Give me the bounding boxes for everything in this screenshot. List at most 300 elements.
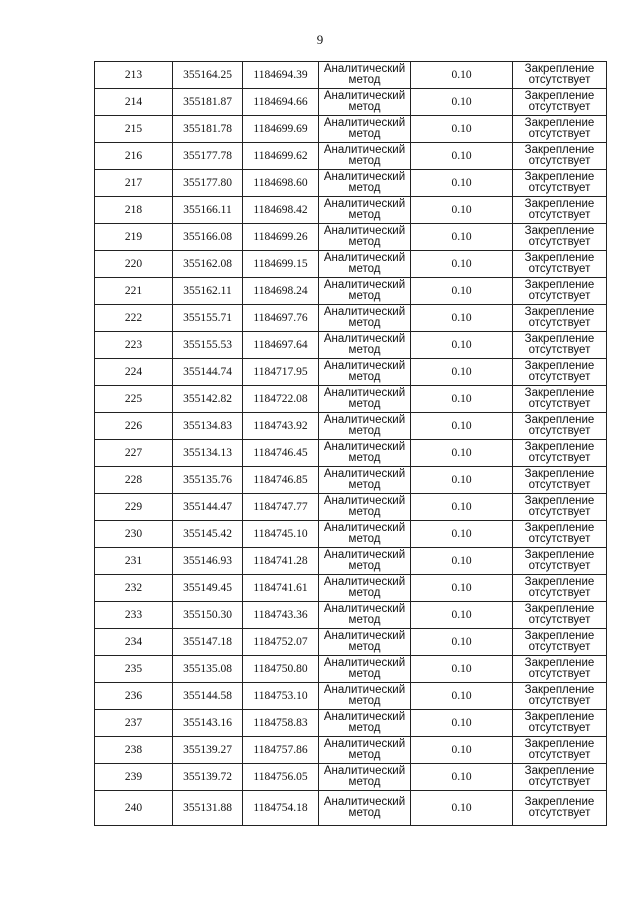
fixing-cell: [513, 359, 607, 386]
table-row: [95, 548, 607, 575]
point-number-cell: [95, 764, 173, 791]
y-coordinate-cell: [243, 116, 319, 143]
fixing-line-2: отсутствует: [528, 668, 591, 680]
method-line-1: Аналитический: [323, 764, 406, 777]
y-coordinate-cell: [243, 683, 319, 710]
fixing-line-1: Закрепление: [524, 305, 595, 318]
accuracy-value: 0.10: [451, 770, 472, 783]
table-row: [95, 467, 607, 494]
fixing-line-1: Закрепление: [524, 440, 595, 453]
method-line-1: Аналитический: [323, 602, 406, 615]
fixing-line-1: Закрепление: [524, 656, 595, 669]
point-number: 217: [124, 176, 143, 189]
point-number: 222: [124, 311, 143, 324]
accuracy-cell: [411, 602, 513, 629]
x-coordinate: 355131.88: [183, 801, 232, 814]
method-cell: [319, 521, 411, 548]
point-number-cell: [95, 197, 173, 224]
accuracy-value: 0.10: [451, 230, 472, 243]
method-line-1: Аналитический: [323, 197, 406, 210]
accuracy-cell: [411, 683, 513, 710]
table-row: [95, 89, 607, 116]
accuracy-cell: [411, 656, 513, 683]
y-coordinate: 1184743.36: [253, 608, 308, 621]
x-coordinate: 355149.45: [183, 581, 232, 594]
point-number: 237: [124, 716, 143, 729]
accuracy-value: 0.10: [451, 203, 472, 216]
fixing-line-2: отсутствует: [528, 182, 591, 194]
method-line-1: Аналитический: [323, 278, 406, 291]
fixing-line-1: Закрепление: [524, 359, 595, 372]
point-number: 235: [124, 662, 143, 675]
y-coordinate: 1184753.10: [253, 689, 308, 702]
method-line-1: Аналитический: [323, 548, 406, 561]
point-number-cell: [95, 278, 173, 305]
x-coordinate: 355164.25: [183, 68, 232, 81]
accuracy-cell: [411, 170, 513, 197]
method-line-2: метод: [348, 101, 381, 113]
table-row: [95, 710, 607, 737]
x-coordinate: 355150.30: [183, 608, 232, 621]
method-cell: [319, 143, 411, 170]
fixing-line-2: отсутствует: [528, 641, 591, 653]
accuracy-cell: [411, 413, 513, 440]
fixing-cell: [513, 548, 607, 575]
fixing-cell: [513, 89, 607, 116]
fixing-cell: [513, 386, 607, 413]
fixing-line-2: отсутствует: [528, 290, 591, 302]
x-coordinate: 355181.87: [183, 95, 232, 108]
point-number: 239: [124, 770, 143, 783]
accuracy-cell: [411, 62, 513, 89]
accuracy-cell: [411, 791, 513, 826]
fixing-line-2: отсутствует: [528, 506, 591, 518]
fixing-cell: [513, 737, 607, 764]
fixing-line-2: отсутствует: [528, 263, 591, 275]
fixing-line-2: отсутствует: [528, 452, 591, 464]
x-coordinate-cell: [173, 62, 243, 89]
fixing-cell: [513, 494, 607, 521]
method-line-2: метод: [348, 506, 381, 518]
method-cell: [319, 278, 411, 305]
x-coordinate: 355134.83: [183, 419, 232, 432]
fixing-line-2: отсутствует: [528, 74, 591, 86]
y-coordinate-cell: [243, 359, 319, 386]
point-number: 224: [124, 365, 143, 378]
accuracy-value: 0.10: [451, 743, 472, 756]
point-number: 228: [124, 473, 143, 486]
fixing-cell: [513, 305, 607, 332]
method-line-2: метод: [348, 479, 381, 491]
y-coordinate-cell: [243, 764, 319, 791]
fixing-line-2: отсутствует: [528, 236, 591, 248]
fixing-line-2: отсутствует: [528, 425, 591, 437]
point-number: 225: [124, 392, 143, 405]
accuracy-cell: [411, 359, 513, 386]
coordinates-table: [94, 61, 607, 826]
x-coordinate-cell: [173, 575, 243, 602]
y-coordinate-cell: [243, 224, 319, 251]
fixing-line-2: отсутствует: [528, 101, 591, 113]
x-coordinate-cell: [173, 143, 243, 170]
accuracy-value: 0.10: [451, 257, 472, 270]
point-number: 238: [124, 743, 143, 756]
table-row: [95, 683, 607, 710]
fixing-line-1: Закрепление: [524, 629, 595, 642]
method-line-2: метод: [348, 236, 381, 248]
point-number-cell: [95, 116, 173, 143]
table-row: [95, 116, 607, 143]
method-cell: [319, 224, 411, 251]
accuracy-cell: [411, 305, 513, 332]
fixing-cell: [513, 575, 607, 602]
table-row: [95, 602, 607, 629]
point-number: 215: [124, 122, 143, 135]
point-number-cell: [95, 629, 173, 656]
method-cell: [319, 440, 411, 467]
method-cell: [319, 602, 411, 629]
x-coordinate-cell: [173, 440, 243, 467]
y-coordinate-cell: [243, 170, 319, 197]
y-coordinate: 1184747.77: [253, 500, 308, 513]
method-line-2: метод: [348, 425, 381, 437]
fixing-line-1: Закрепление: [524, 548, 595, 561]
x-coordinate: 355147.18: [183, 635, 232, 648]
method-cell: [319, 683, 411, 710]
accuracy-cell: [411, 575, 513, 602]
method-cell: [319, 332, 411, 359]
method-line-1: Аналитический: [323, 494, 406, 507]
accuracy-cell: [411, 764, 513, 791]
point-number: 240: [124, 801, 143, 814]
fixing-line-1: Закрепление: [524, 764, 595, 777]
method-line-2: метод: [348, 668, 381, 680]
table-row: [95, 386, 607, 413]
y-coordinate-cell: [243, 656, 319, 683]
fixing-cell: [513, 467, 607, 494]
fixing-cell: [513, 764, 607, 791]
accuracy-value: 0.10: [451, 554, 472, 567]
method-line-1: Аналитический: [323, 521, 406, 534]
accuracy-value: 0.10: [451, 338, 472, 351]
point-number-cell: [95, 305, 173, 332]
method-line-2: метод: [348, 317, 381, 329]
accuracy-value: 0.10: [451, 446, 472, 459]
fixing-line-1: Закрепление: [524, 683, 595, 696]
method-line-2: метод: [348, 722, 381, 734]
y-coordinate: 1184741.28: [253, 554, 308, 567]
fixing-cell: [513, 440, 607, 467]
fixing-line-2: отсутствует: [528, 776, 591, 788]
point-number-cell: [95, 143, 173, 170]
method-line-2: метод: [348, 452, 381, 464]
fixing-cell: [513, 62, 607, 89]
table-row: [95, 170, 607, 197]
fixing-line-2: отсутствует: [528, 614, 591, 626]
fixing-line-2: отсутствует: [528, 587, 591, 599]
method-cell: [319, 467, 411, 494]
y-coordinate-cell: [243, 548, 319, 575]
accuracy-cell: [411, 710, 513, 737]
point-number-cell: [95, 332, 173, 359]
method-cell: [319, 386, 411, 413]
method-line-2: метод: [348, 749, 381, 761]
x-coordinate-cell: [173, 197, 243, 224]
fixing-cell: [513, 413, 607, 440]
fixing-cell: [513, 143, 607, 170]
method-cell: [319, 359, 411, 386]
method-line-1: Аналитический: [323, 116, 406, 129]
fixing-line-1: Закрепление: [524, 602, 595, 615]
y-coordinate: 1184743.92: [253, 419, 308, 432]
x-coordinate-cell: [173, 386, 243, 413]
accuracy-cell: [411, 548, 513, 575]
method-line-2: метод: [348, 182, 381, 194]
fixing-line-1: Закрепление: [524, 170, 595, 183]
point-number-cell: [95, 494, 173, 521]
point-number: 213: [124, 68, 143, 81]
y-coordinate-cell: [243, 494, 319, 521]
method-cell: [319, 305, 411, 332]
method-line-2: метод: [348, 74, 381, 86]
fixing-cell: [513, 197, 607, 224]
method-line-1: Аналитический: [323, 656, 406, 669]
method-cell: [319, 170, 411, 197]
y-coordinate: 1184746.85: [253, 473, 308, 486]
x-coordinate-cell: [173, 764, 243, 791]
y-coordinate: 1184698.60: [253, 176, 308, 189]
y-coordinate-cell: [243, 467, 319, 494]
x-coordinate: 355162.08: [183, 257, 232, 270]
fixing-line-1: Закрепление: [524, 251, 595, 264]
y-coordinate: 1184741.61: [253, 581, 308, 594]
x-coordinate: 355145.42: [183, 527, 232, 540]
method-line-1: Аналитический: [323, 683, 406, 696]
fixing-line-2: отсутствует: [528, 398, 591, 410]
point-number: 229: [124, 500, 143, 513]
method-line-2: метод: [348, 587, 381, 599]
x-coordinate-cell: [173, 116, 243, 143]
method-line-1: Аналитический: [323, 62, 406, 75]
point-number: 214: [124, 95, 143, 108]
x-coordinate-cell: [173, 710, 243, 737]
table-row: [95, 521, 607, 548]
fixing-cell: [513, 332, 607, 359]
table-row: [95, 764, 607, 791]
point-number-cell: [95, 602, 173, 629]
point-number: 236: [124, 689, 143, 702]
fixing-cell: [513, 170, 607, 197]
y-coordinate-cell: [243, 575, 319, 602]
method-cell: [319, 89, 411, 116]
method-line-2: метод: [348, 128, 381, 140]
fixing-line-2: отсутствует: [528, 317, 591, 329]
x-coordinate: 355144.74: [183, 365, 232, 378]
fixing-line-1: Закрепление: [524, 575, 595, 588]
y-coordinate: 1184745.10: [253, 527, 308, 540]
y-coordinate: 1184694.66: [253, 95, 308, 108]
accuracy-cell: [411, 197, 513, 224]
point-number: 234: [124, 635, 143, 648]
y-coordinate: 1184746.45: [253, 446, 308, 459]
fixing-cell: [513, 791, 607, 826]
accuracy-value: 0.10: [451, 716, 472, 729]
fixing-line-1: Закрепление: [524, 62, 595, 75]
fixing-cell: [513, 683, 607, 710]
x-coordinate-cell: [173, 413, 243, 440]
method-cell: [319, 116, 411, 143]
accuracy-value: 0.10: [451, 95, 472, 108]
point-number-cell: [95, 737, 173, 764]
table-body: [95, 62, 607, 826]
y-coordinate-cell: [243, 737, 319, 764]
y-coordinate-cell: [243, 89, 319, 116]
accuracy-value: 0.10: [451, 662, 472, 675]
accuracy-cell: [411, 278, 513, 305]
point-number: 223: [124, 338, 143, 351]
x-coordinate: 355143.16: [183, 716, 232, 729]
method-line-2: метод: [348, 344, 381, 356]
x-coordinate-cell: [173, 683, 243, 710]
method-cell: [319, 737, 411, 764]
accuracy-value: 0.10: [451, 527, 472, 540]
method-cell: [319, 251, 411, 278]
fixing-line-1: Закрепление: [524, 143, 595, 156]
y-coordinate-cell: [243, 332, 319, 359]
x-coordinate: 355146.93: [183, 554, 232, 567]
x-coordinate-cell: [173, 467, 243, 494]
x-coordinate: 355135.76: [183, 473, 232, 486]
method-line-2: метод: [348, 776, 381, 788]
y-coordinate-cell: [243, 791, 319, 826]
table-row: [95, 359, 607, 386]
fixing-cell: [513, 224, 607, 251]
x-coordinate: 355144.58: [183, 689, 232, 702]
fixing-line-2: отсутствует: [528, 371, 591, 383]
point-number-cell: [95, 62, 173, 89]
point-number-cell: [95, 710, 173, 737]
x-coordinate-cell: [173, 629, 243, 656]
y-coordinate: 1184722.08: [253, 392, 308, 405]
accuracy-value: 0.10: [451, 392, 472, 405]
y-coordinate-cell: [243, 305, 319, 332]
y-coordinate: 1184717.95: [253, 365, 308, 378]
table-row: [95, 143, 607, 170]
point-number: 226: [124, 419, 143, 432]
y-coordinate: 1184699.15: [253, 257, 308, 270]
y-coordinate-cell: [243, 386, 319, 413]
accuracy-value: 0.10: [451, 419, 472, 432]
method-cell: [319, 656, 411, 683]
point-number-cell: [95, 521, 173, 548]
table-row: [95, 629, 607, 656]
y-coordinate-cell: [243, 602, 319, 629]
fixing-line-2: отсутствует: [528, 479, 591, 491]
method-line-2: метод: [348, 209, 381, 221]
x-coordinate-cell: [173, 170, 243, 197]
point-number: 220: [124, 257, 143, 270]
x-coordinate: 355155.71: [183, 311, 232, 324]
point-number-cell: [95, 170, 173, 197]
y-coordinate: 1184756.05: [253, 770, 308, 783]
x-coordinate-cell: [173, 332, 243, 359]
point-number-cell: [95, 359, 173, 386]
method-cell: [319, 629, 411, 656]
fixing-line-2: отсутствует: [528, 807, 591, 819]
y-coordinate-cell: [243, 629, 319, 656]
method-cell: [319, 494, 411, 521]
accuracy-value: 0.10: [451, 365, 472, 378]
method-line-1: Аналитический: [323, 386, 406, 399]
y-coordinate: 1184694.39: [253, 68, 308, 81]
y-coordinate: 1184697.76: [253, 311, 308, 324]
x-coordinate: 355162.11: [183, 284, 232, 297]
y-coordinate: 1184699.62: [253, 149, 308, 162]
table-row: [95, 656, 607, 683]
accuracy-cell: [411, 467, 513, 494]
accuracy-value: 0.10: [451, 801, 472, 814]
point-number-cell: [95, 413, 173, 440]
point-number-cell: [95, 656, 173, 683]
method-line-2: метод: [348, 641, 381, 653]
point-number-cell: [95, 683, 173, 710]
fixing-line-2: отсутствует: [528, 560, 591, 572]
method-line-2: метод: [348, 533, 381, 545]
accuracy-cell: [411, 332, 513, 359]
point-number: 221: [124, 284, 143, 297]
fixing-line-1: Закрепление: [524, 737, 595, 750]
fixing-line-2: отсутствует: [528, 128, 591, 140]
table-row: [95, 332, 607, 359]
accuracy-value: 0.10: [451, 149, 472, 162]
method-line-1: Аналитический: [323, 305, 406, 318]
method-line-1: Аналитический: [323, 224, 406, 237]
fixing-line-2: отсутствует: [528, 155, 591, 167]
y-coordinate-cell: [243, 521, 319, 548]
table-row: [95, 278, 607, 305]
method-cell: [319, 791, 411, 826]
fixing-cell: [513, 521, 607, 548]
accuracy-cell: [411, 629, 513, 656]
fixing-line-1: Закрепление: [524, 197, 595, 210]
accuracy-cell: [411, 521, 513, 548]
accuracy-cell: [411, 89, 513, 116]
fixing-line-1: Закрепление: [524, 521, 595, 534]
y-coordinate-cell: [243, 440, 319, 467]
fixing-line-2: отсутствует: [528, 749, 591, 761]
method-cell: [319, 548, 411, 575]
table-row: [95, 224, 607, 251]
fixing-line-2: отсутствует: [528, 722, 591, 734]
accuracy-cell: [411, 737, 513, 764]
table-row: [95, 413, 607, 440]
y-coordinate: 1184699.69: [253, 122, 308, 135]
table-row: [95, 197, 607, 224]
accuracy-value: 0.10: [451, 635, 472, 648]
x-coordinate-cell: [173, 89, 243, 116]
y-coordinate-cell: [243, 413, 319, 440]
method-cell: [319, 413, 411, 440]
y-coordinate-cell: [243, 62, 319, 89]
point-number-cell: [95, 89, 173, 116]
point-number: 216: [124, 149, 143, 162]
accuracy-value: 0.10: [451, 311, 472, 324]
point-number: 218: [124, 203, 143, 216]
accuracy-cell: [411, 494, 513, 521]
fixing-line-2: отсутствует: [528, 695, 591, 707]
fixing-line-2: отсутствует: [528, 533, 591, 545]
method-line-2: метод: [348, 398, 381, 410]
